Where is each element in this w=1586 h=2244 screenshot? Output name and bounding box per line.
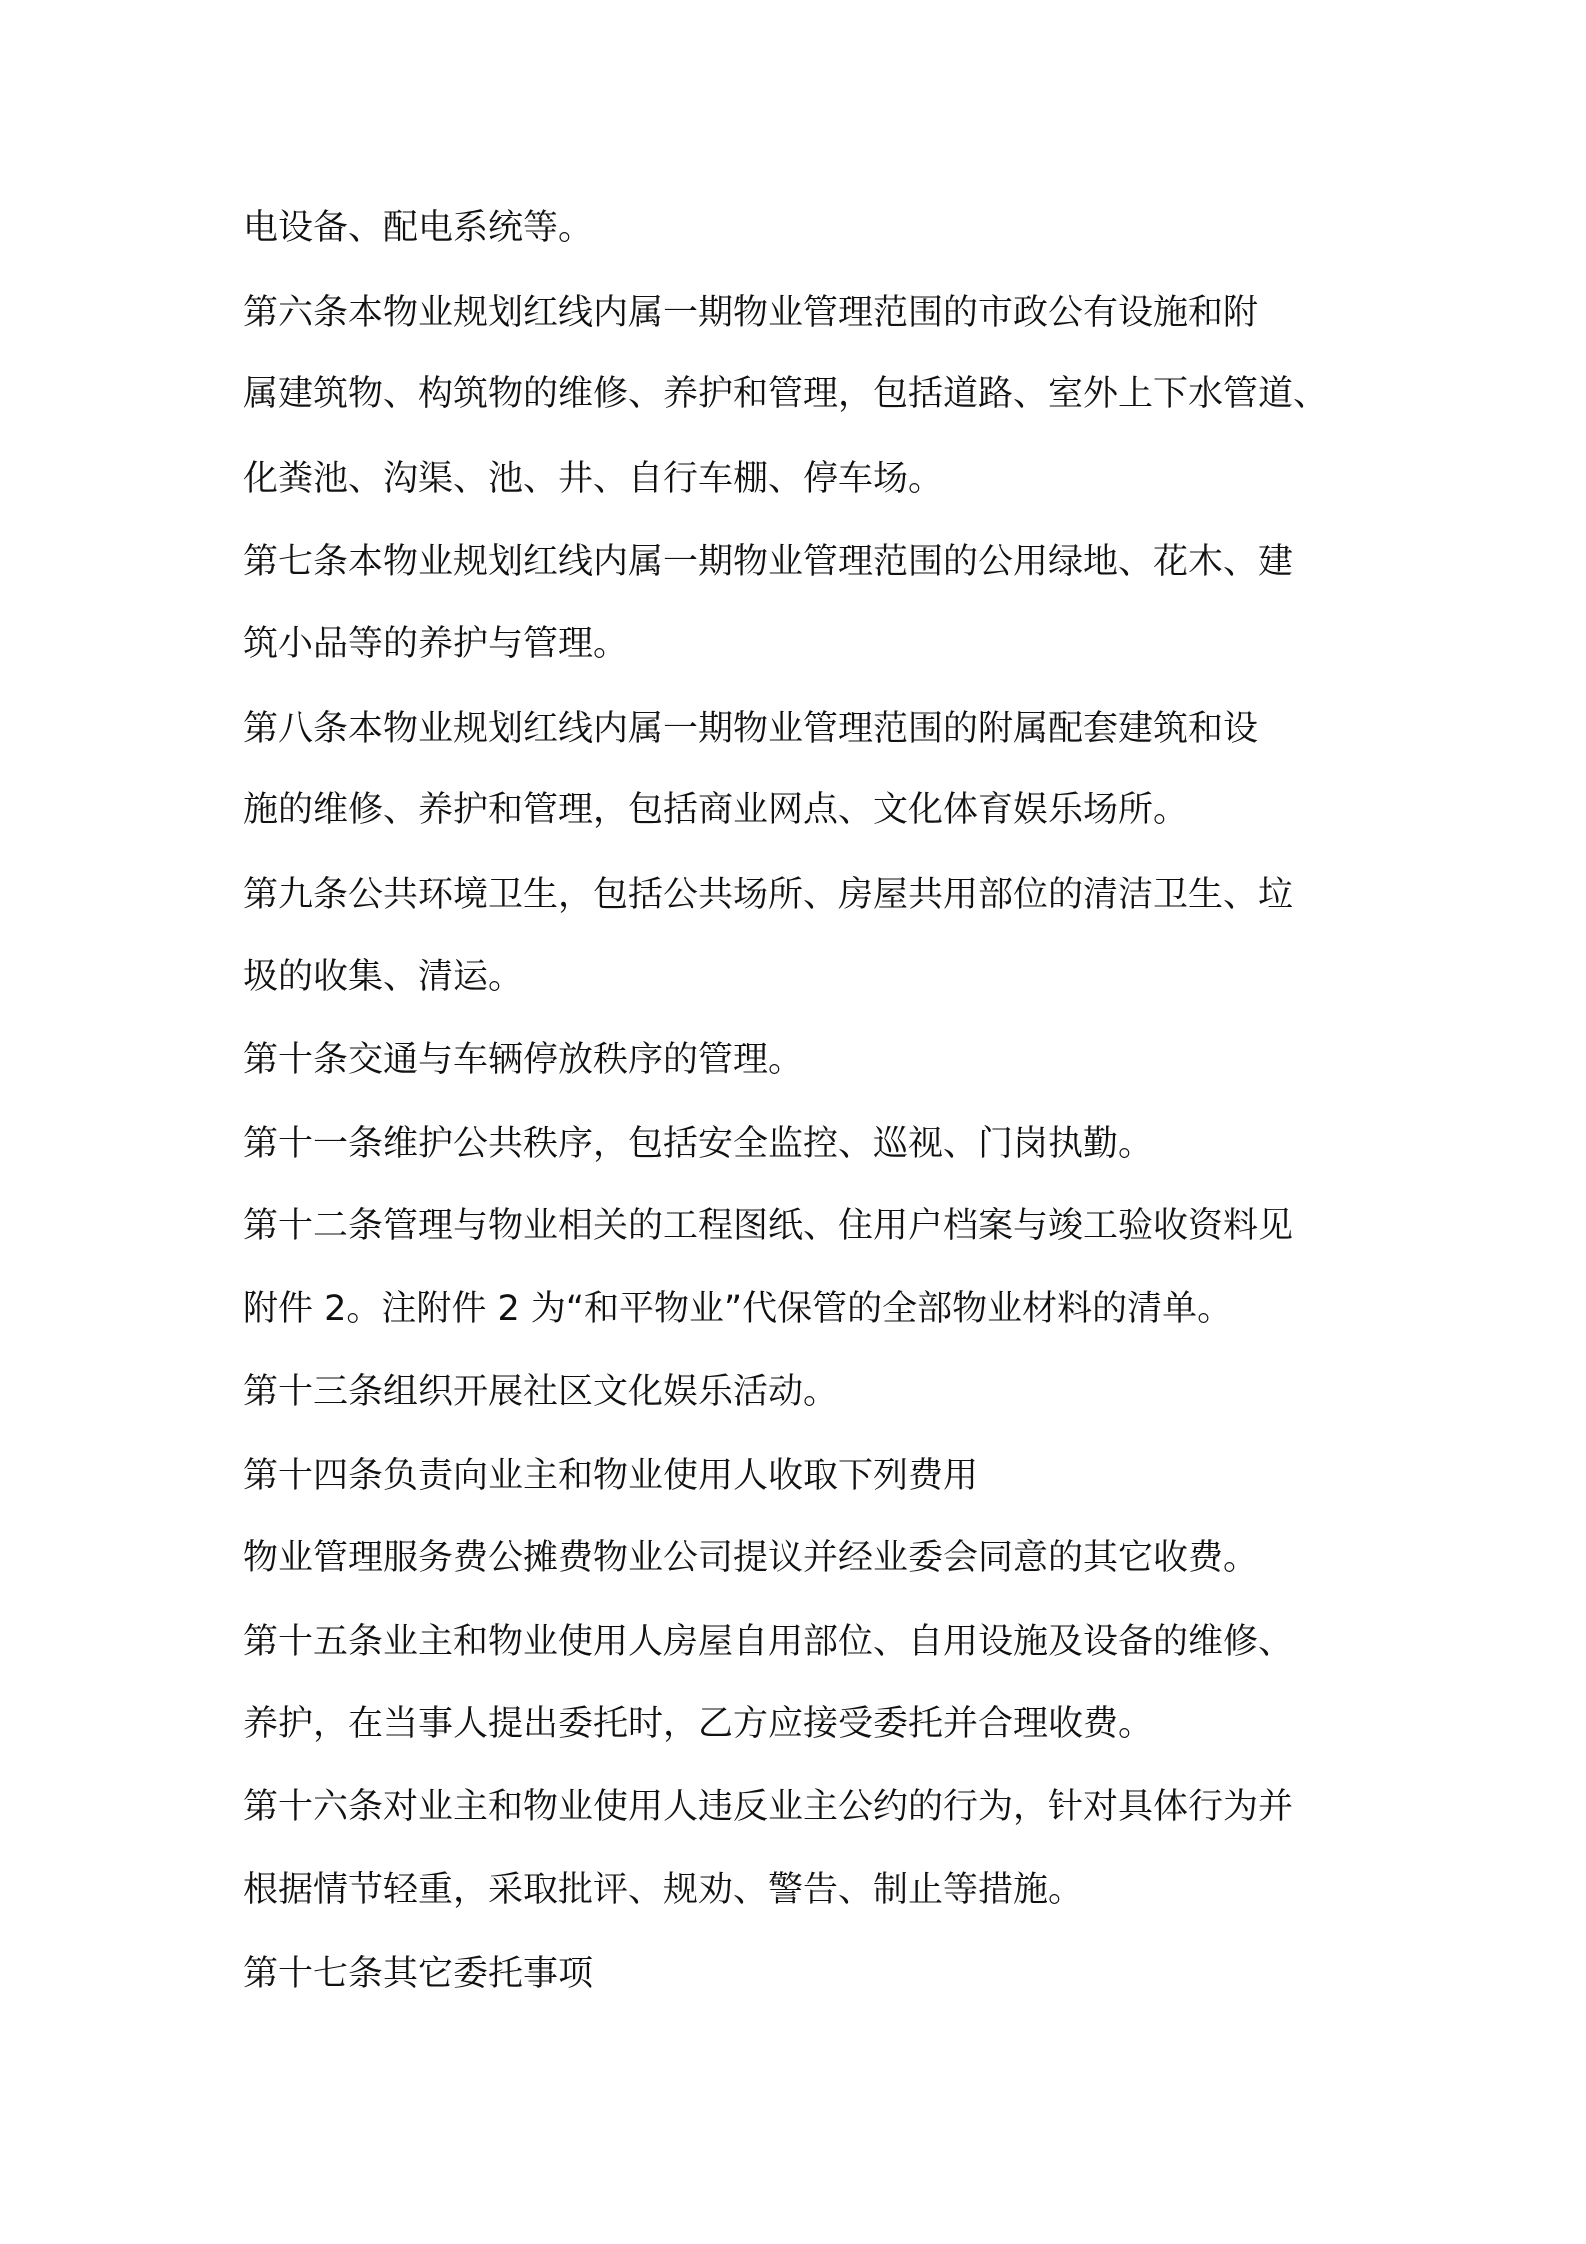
- text-line: 第十四条负责向业主和物业使用人收取下列费用: [243, 1456, 979, 1496]
- text-line: 第十条交通与车辆停放秩序的管理。: [243, 1040, 804, 1080]
- text-line: 第六条本物业规划红线内属一期物业管理范围的市政公有设施和附: [243, 293, 1259, 333]
- text-line: 第十一条维护公共秩序，包括安全监控、巡视、门岗执勤。: [243, 1124, 1154, 1164]
- text-line: 第十三条组织开展社区文化娱乐活动。: [243, 1372, 839, 1412]
- text-line: 圾的收集、清运。: [243, 957, 524, 997]
- text-line: 第九条公共环境卫生，包括公共场所、房屋共用部位的清洁卫生、垃: [243, 875, 1294, 915]
- text-line: 物业管理服务费公摊费物业公司提议并经业委会同意的其它收费。: [243, 1538, 1259, 1578]
- text-line: 筑小品等的养护与管理。: [243, 624, 629, 664]
- text-line: 第十二条管理与物业相关的工程图纸、住用户档案与竣工验收资料见: [243, 1206, 1294, 1246]
- text-line: 第七条本物业规划红线内属一期物业管理范围的公用绿地、花木、建: [243, 542, 1294, 582]
- text-line: 第十七条其它委托事项: [243, 1954, 594, 1994]
- text-line: 化粪池、沟渠、池、井、自行车棚、停车场。: [243, 459, 944, 499]
- text-line: 根据情节轻重，采取批评、规劝、警告、制止等措施。: [243, 1870, 1084, 1910]
- text-line: 第十六条对业主和物业使用人违反业主公约的行为，针对具体行为并: [243, 1787, 1294, 1827]
- text-line: 养护，在当事人提出委托时，乙方应接受委托并合理收费。: [243, 1704, 1154, 1744]
- text-line: 第八条本物业规划红线内属一期物业管理范围的附属配套建筑和设: [243, 709, 1259, 749]
- text-line: 电设备、配电系统等。: [243, 208, 594, 248]
- text-line: 属建筑物、构筑物的维修、养护和管理，包括道路、室外上下水管道、: [243, 374, 1329, 414]
- text-line: 第十五条业主和物业使用人房屋自用部位、自用设施及设备的维修、: [243, 1622, 1294, 1662]
- text-line: 施的维修、养护和管理，包括商业网点、文化体育娱乐场所。: [243, 790, 1189, 830]
- text-line: 附件 2。注附件 2 为“和平物业”代保管的全部物业材料的清单。: [243, 1289, 1233, 1329]
